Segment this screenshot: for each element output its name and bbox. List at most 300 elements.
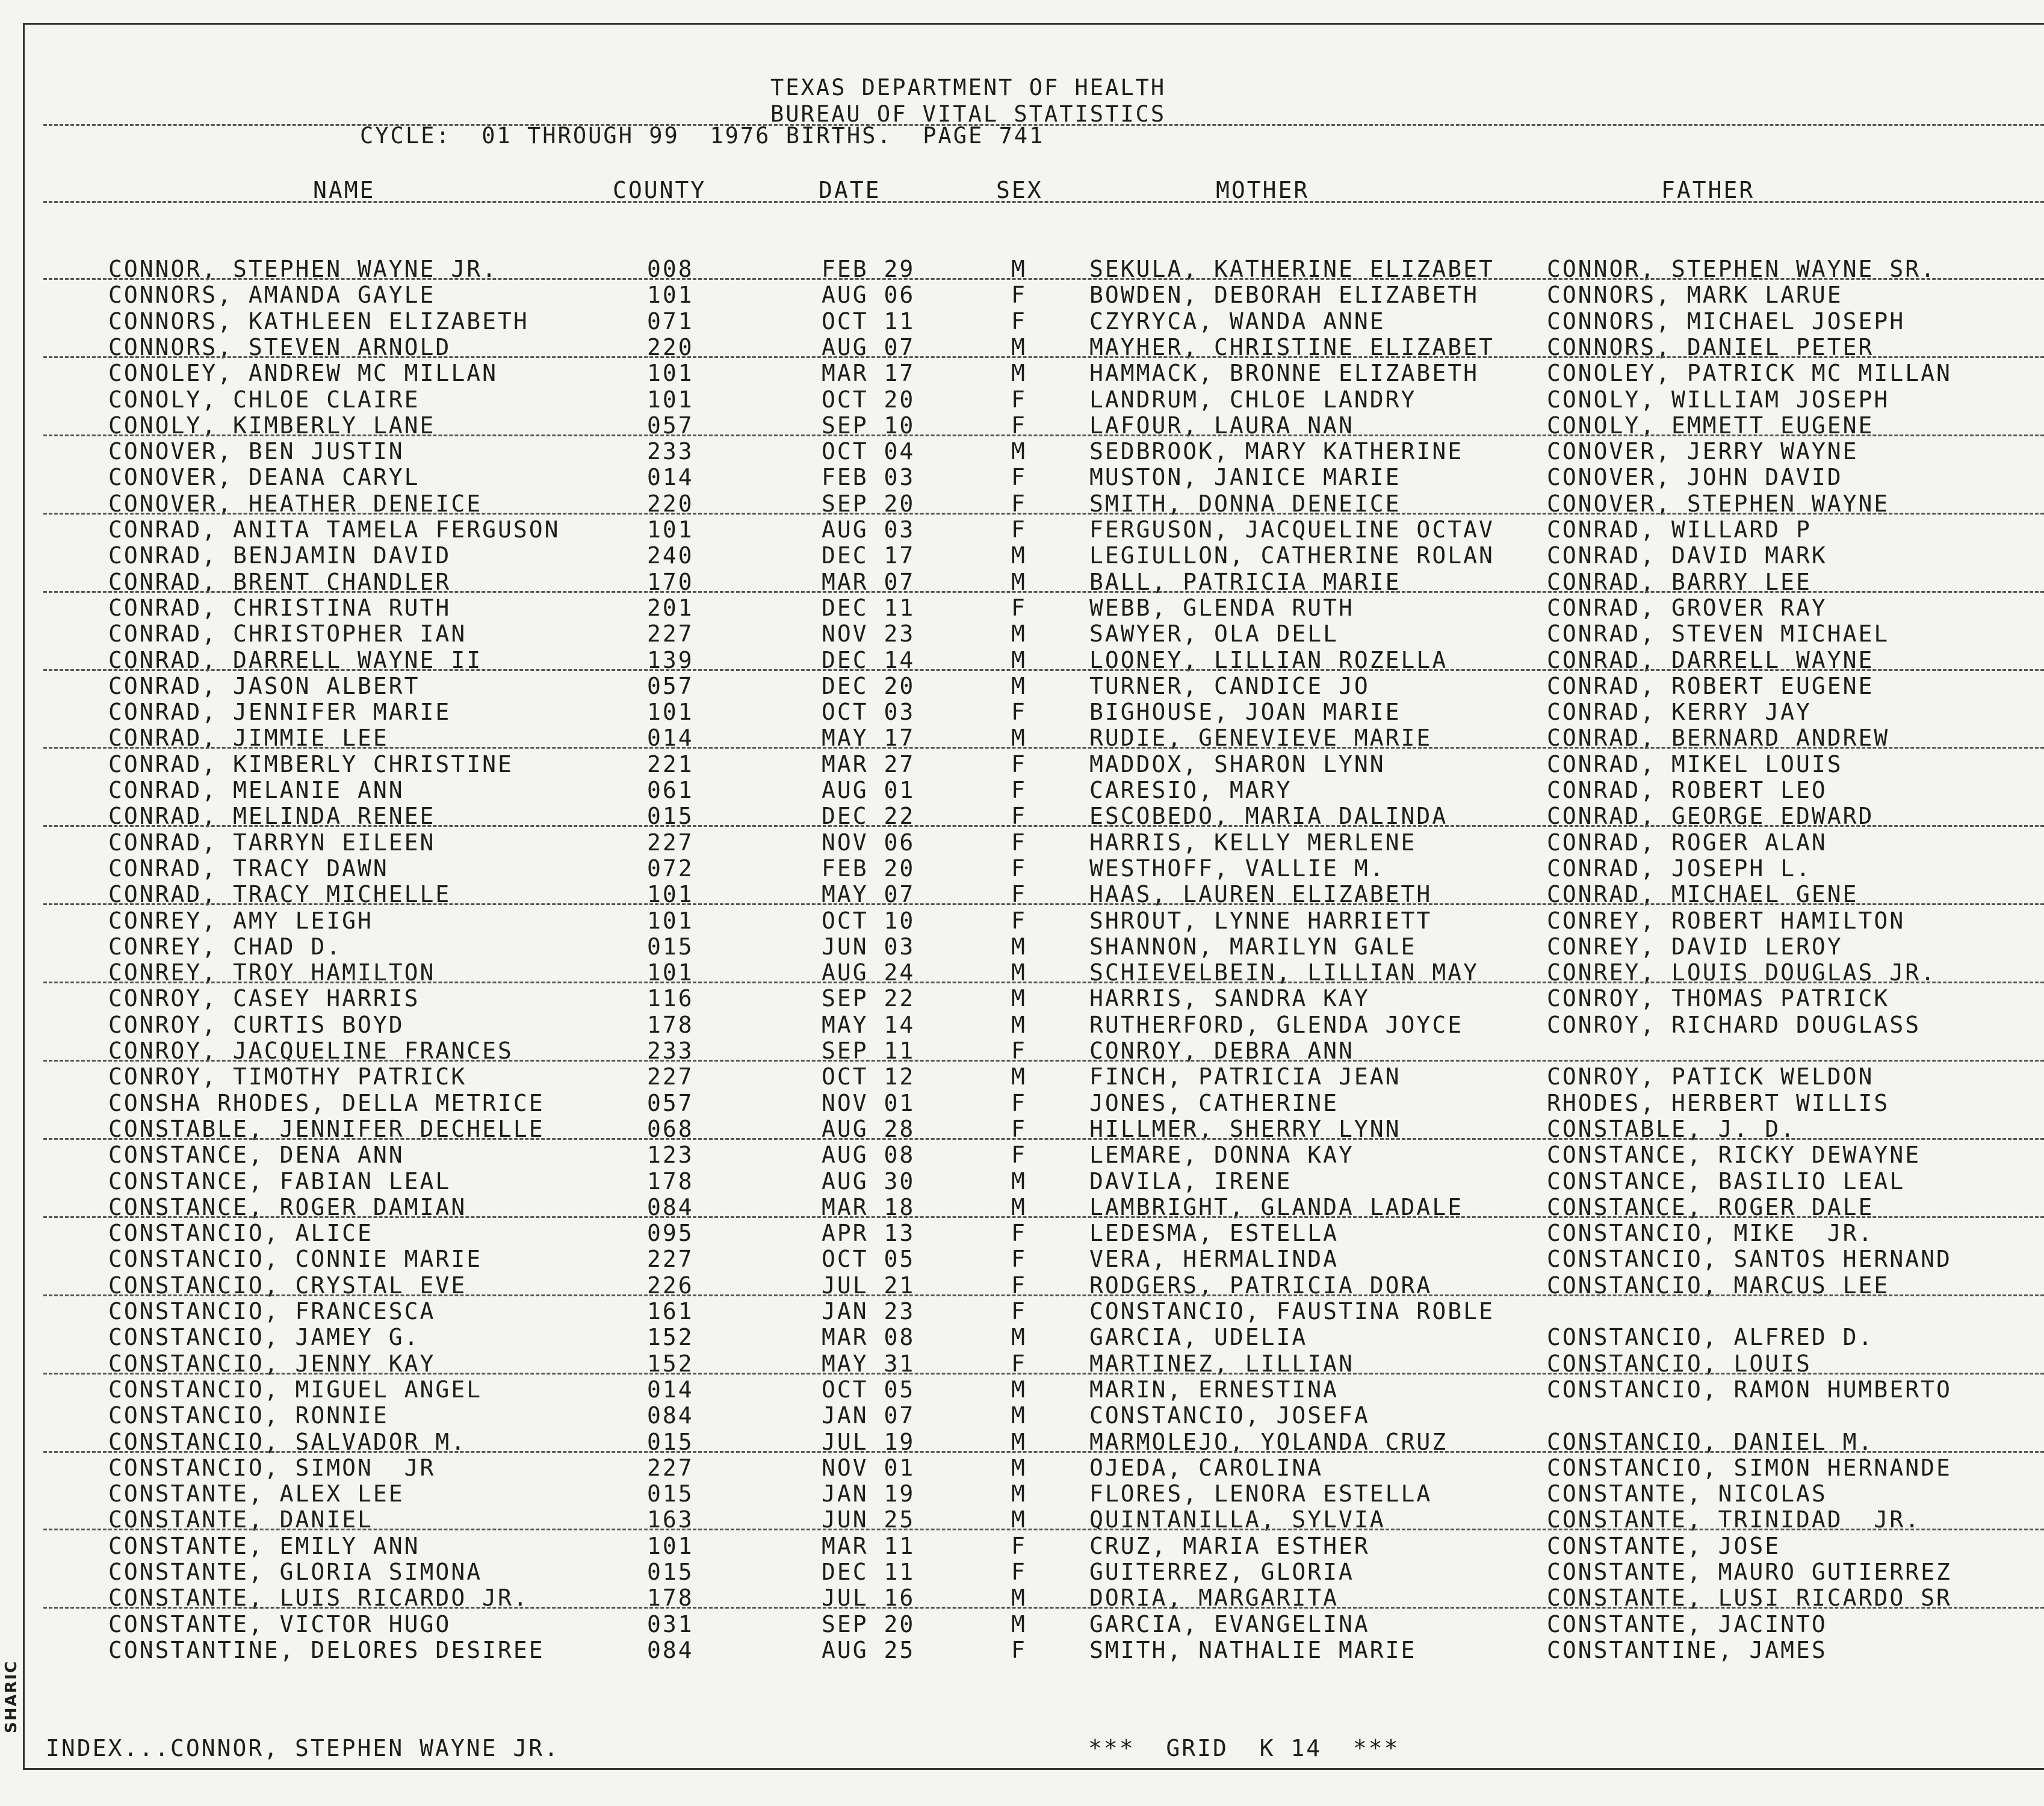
- record-mother: SMITH, DONNA DENEICE: [1089, 490, 1401, 517]
- record-sex: F: [1011, 881, 1027, 908]
- record-row: [0, 439, 2044, 465]
- record-date: FEB 03: [822, 464, 915, 491]
- record-row: [0, 1090, 2044, 1116]
- record-row: [0, 282, 2044, 308]
- record-row: [0, 752, 2044, 778]
- record-mother: MARTINEZ, LILLIAN: [1089, 1350, 1354, 1377]
- record-date: AUG 08: [822, 1142, 915, 1169]
- record-row: [0, 465, 2044, 490]
- record-sex: F: [1011, 490, 1027, 517]
- record-county: 170: [647, 568, 694, 595]
- record-father: CONRAD, STEVEN MICHAEL: [1547, 620, 1890, 648]
- record-father: CONSTANTE, NICOLAS: [1547, 1480, 1827, 1508]
- record-date: JUN 25: [822, 1506, 915, 1533]
- record-name: CONRAD, DARRELL WAYNE II: [108, 646, 483, 673]
- record-date: SEP 10: [822, 412, 915, 439]
- record-row: [0, 699, 2044, 725]
- record-row: [0, 1142, 2044, 1168]
- record-date: OCT 12: [822, 1063, 915, 1090]
- record-county: 095: [647, 1220, 694, 1247]
- record-mother: SAWYER, OLA DELL: [1089, 620, 1339, 648]
- record-row: [0, 1559, 2044, 1585]
- record-county: 152: [647, 1324, 694, 1351]
- record-mother: MADDOX, SHARON LYNN: [1089, 750, 1386, 778]
- record-county: 057: [647, 1089, 694, 1116]
- record-sex: F: [1011, 1142, 1027, 1169]
- record-sex: M: [1011, 1193, 1027, 1220]
- record-date: AUG 28: [822, 1115, 915, 1142]
- record-date: APR 13: [822, 1220, 915, 1247]
- record-name: CONSTANTE, LUIS RICARDO JR.: [108, 1585, 529, 1612]
- record-county: 178: [647, 1167, 694, 1195]
- record-county: 240: [647, 542, 694, 569]
- record-mother: CZYRYCA, WANDA ANNE: [1089, 308, 1386, 335]
- record-mother: SEDBROOK, MARY KATHERINE: [1089, 438, 1464, 465]
- record-county: 123: [647, 1142, 694, 1169]
- record-date: DEC 11: [822, 1559, 915, 1585]
- record-mother: HAMMACK, BRONNE ELIZABETH: [1089, 360, 1479, 387]
- record-county: 220: [647, 333, 694, 360]
- record-date: JAN 19: [822, 1480, 915, 1508]
- record-sex: F: [1011, 1532, 1027, 1559]
- record-sex: M: [1011, 620, 1027, 648]
- record-sex: F: [1011, 829, 1027, 856]
- record-name: CONRAD, ANITA TAMELA FERGUSON: [108, 516, 560, 543]
- record-father: CONROY, THOMAS PATRICK: [1547, 985, 1890, 1012]
- record-name: CONOVER, DEANA CARYL: [108, 464, 420, 491]
- record-name: CONSTANCIO, ALICE: [108, 1220, 373, 1247]
- record-name: CONRAD, BRENT CHANDLER: [108, 568, 451, 595]
- record-sex: F: [1011, 464, 1027, 491]
- record-name: CONSTANCIO, JAMEY G.: [108, 1324, 420, 1351]
- record-sex: M: [1011, 1506, 1027, 1533]
- record-mother: VERA, HERMALINDA: [1089, 1246, 1339, 1273]
- record-county: 084: [647, 1636, 694, 1663]
- record-name: CONRAD, MELANIE ANN: [108, 777, 404, 803]
- record-mother: RUTHERFORD, GLENDA JOYCE: [1089, 1011, 1464, 1038]
- record-father: CONOLY, EMMETT EUGENE: [1547, 412, 1874, 439]
- record-date: MAY 07: [822, 881, 915, 908]
- record-row: [0, 387, 2044, 413]
- record-mother: MARIN, ERNESTINA: [1089, 1376, 1339, 1403]
- record-name: CONSTANCIO, JENNY KAY: [108, 1350, 436, 1377]
- department-title: TEXAS DEPARTMENT OF HEALTH: [770, 75, 1166, 101]
- record-county: 139: [647, 646, 694, 673]
- record-county: 014: [647, 725, 694, 752]
- record-date: DEC 17: [822, 542, 915, 569]
- record-mother: LAFOUR, LAURA NAN: [1089, 412, 1354, 439]
- record-father: CONOLEY, PATRICK MC MILLAN: [1547, 360, 1952, 387]
- record-row: [0, 803, 2044, 829]
- record-county: 101: [647, 959, 694, 986]
- record-row: [0, 543, 2044, 569]
- record-name: CONNORS, AMANDA GAYLE: [108, 282, 436, 309]
- record-sex: M: [1011, 933, 1027, 960]
- column-header-mother: MOTHER: [1216, 177, 1310, 203]
- record-row: [0, 1299, 2044, 1325]
- record-sex: F: [1011, 1298, 1027, 1325]
- column-header-date: DATE: [819, 177, 881, 203]
- record-sex: F: [1011, 750, 1027, 778]
- record-row: [0, 1585, 2044, 1611]
- record-sex: M: [1011, 333, 1027, 360]
- record-county: 178: [647, 1011, 694, 1038]
- record-county: 101: [647, 881, 694, 908]
- record-mother: LEDESMA, ESTELLA: [1089, 1220, 1339, 1247]
- record-name: CONSTANTE, EMILY ANN: [108, 1532, 420, 1559]
- record-father: CONSTANTINE, JAMES: [1547, 1636, 1827, 1663]
- record-row: [0, 1325, 2044, 1350]
- record-name: CONNORS, STEVEN ARNOLD: [108, 333, 451, 360]
- record-name: CONRAD, CHRISTOPHER IAN: [108, 620, 467, 648]
- record-mother: MAYHER, CHRISTINE ELIZABET: [1089, 333, 1494, 360]
- record-county: 221: [647, 750, 694, 778]
- record-mother: DORIA, MARGARITA: [1089, 1585, 1339, 1612]
- record-father: CONRAD, DARRELL WAYNE: [1547, 646, 1874, 673]
- record-sex: M: [1011, 1063, 1027, 1090]
- record-sex: M: [1011, 542, 1027, 569]
- record-sex: F: [1011, 594, 1027, 621]
- record-father: CONSTABLE, J. D.: [1547, 1115, 1797, 1142]
- record-mother: SHANNON, MARILYN GALE: [1089, 933, 1417, 960]
- record-county: 008: [647, 256, 694, 282]
- record-date: SEP 11: [822, 1038, 915, 1064]
- record-county: 161: [647, 1298, 694, 1325]
- record-sex: M: [1011, 1376, 1027, 1403]
- record-father: CONSTANCIO, MIKE JR.: [1547, 1220, 1874, 1247]
- record-sex: F: [1011, 1246, 1027, 1273]
- record-name: CONSTANCE, FABIAN LEAL: [108, 1167, 451, 1195]
- record-sex: M: [1011, 360, 1027, 387]
- record-father: CONREY, DAVID LEROY: [1547, 933, 1843, 960]
- record-county: 227: [647, 1063, 694, 1090]
- record-mother: CONSTANCIO, JOSEFA: [1089, 1402, 1370, 1429]
- record-father: CONRAD, ROBERT EUGENE: [1547, 672, 1874, 699]
- footer-grid: *** GRID K 14 ***: [1088, 1735, 1400, 1761]
- record-mother: SEKULA, KATHERINE ELIZABET: [1089, 256, 1494, 282]
- record-sex: F: [1011, 777, 1027, 803]
- record-county: 233: [647, 1038, 694, 1064]
- record-date: AUG 06: [822, 282, 915, 309]
- record-date: OCT 04: [822, 438, 915, 465]
- record-sex: F: [1011, 1038, 1027, 1064]
- column-header-father: FATHER: [1661, 177, 1755, 203]
- record-name: CONOLEY, ANDREW MC MILLAN: [108, 360, 498, 387]
- record-date: DEC 14: [822, 646, 915, 673]
- record-date: NOV 01: [822, 1089, 915, 1116]
- record-date: MAR 11: [822, 1532, 915, 1559]
- record-county: 227: [647, 620, 694, 648]
- record-name: CONRAD, JENNIFER MARIE: [108, 699, 451, 726]
- record-name: CONSTANTINE, DELORES DESIREE: [108, 1636, 545, 1663]
- record-sex: F: [1011, 386, 1027, 413]
- record-date: AUG 03: [822, 516, 915, 543]
- record-name: CONRAD, JASON ALBERT: [108, 672, 420, 699]
- record-father: CONSTANCE, RICKY DEWAYNE: [1547, 1142, 1921, 1169]
- record-father: CONRAD, MIKEL LOUIS: [1547, 750, 1843, 778]
- record-father: CONRAD, BARRY LEE: [1547, 568, 1812, 595]
- record-name: CONSTANCE, DENA ANN: [108, 1142, 404, 1169]
- record-mother: LAMBRIGHT, GLANDA LADALE: [1089, 1193, 1464, 1220]
- side-label: SHARIC: [2, 1660, 20, 1733]
- record-sex: M: [1011, 1585, 1027, 1612]
- record-sex: F: [1011, 1220, 1027, 1247]
- record-county: 226: [647, 1272, 694, 1299]
- record-mother: GUITERREZ, GLORIA: [1089, 1559, 1354, 1585]
- record-row: [0, 1012, 2044, 1038]
- record-date: OCT 20: [822, 386, 915, 413]
- record-row: [0, 517, 2044, 543]
- cycle-line: CYCLE: 01 THROUGH 99 1976 BIRTHS. PAGE 741: [360, 123, 1045, 149]
- record-sex: F: [1011, 1636, 1027, 1663]
- record-date: OCT 10: [822, 907, 915, 934]
- record-name: CONSTANCE, ROGER DAMIAN: [108, 1193, 467, 1220]
- record-name: CONSTANCIO, CRYSTAL EVE: [108, 1272, 467, 1299]
- record-mother: TURNER, CANDICE JO: [1089, 672, 1370, 699]
- record-father: CONSTANCIO, DANIEL M.: [1547, 1428, 1874, 1455]
- record-date: SEP 20: [822, 1610, 915, 1637]
- record-father: CONNORS, MICHAEL JOSEPH: [1547, 308, 1906, 335]
- record-county: 201: [647, 594, 694, 621]
- record-county: 031: [647, 1610, 694, 1637]
- record-sex: M: [1011, 725, 1027, 752]
- record-county: 101: [647, 516, 694, 543]
- record-county: 014: [647, 464, 694, 491]
- record-row: [0, 1220, 2044, 1246]
- record-row: [0, 778, 2044, 803]
- record-mother: SHROUT, LYNNE HARRIETT: [1089, 907, 1432, 934]
- record-county: 101: [647, 282, 694, 309]
- record-sex: F: [1011, 1089, 1027, 1116]
- record-county: 101: [647, 386, 694, 413]
- record-mother: MARMOLEJO, YOLANDA CRUZ: [1089, 1428, 1448, 1455]
- record-father: CONRAD, GROVER RAY: [1547, 594, 1827, 621]
- record-county: 015: [647, 933, 694, 960]
- record-county: 057: [647, 412, 694, 439]
- record-county: 101: [647, 360, 694, 387]
- record-date: NOV 06: [822, 829, 915, 856]
- record-sex: F: [1011, 699, 1027, 726]
- record-father: CONRAD, JOSEPH L.: [1547, 855, 1812, 882]
- record-mother: LANDRUM, CHLOE LANDRY: [1089, 386, 1417, 413]
- record-father: CONOVER, JERRY WAYNE: [1547, 438, 1859, 465]
- record-name: CONREY, AMY LEIGH: [108, 907, 373, 934]
- record-date: MAR 08: [822, 1324, 915, 1351]
- record-date: FEB 20: [822, 855, 915, 882]
- record-county: 227: [647, 1246, 694, 1273]
- record-county: 101: [647, 907, 694, 934]
- record-date: SEP 22: [822, 985, 915, 1012]
- column-header-name: NAME: [313, 177, 376, 203]
- record-name: CONRAD, JIMMIE LEE: [108, 725, 389, 752]
- record-date: OCT 03: [822, 699, 915, 726]
- record-mother: WEBB, GLENDA RUTH: [1089, 594, 1354, 621]
- record-row: [0, 882, 2044, 908]
- record-name: CONROY, TIMOTHY PATRICK: [108, 1063, 467, 1090]
- record-sex: M: [1011, 646, 1027, 673]
- record-father: CONOVER, STEPHEN WAYNE: [1547, 490, 1890, 517]
- record-date: NOV 01: [822, 1454, 915, 1481]
- record-sex: F: [1011, 282, 1027, 309]
- record-sex: F: [1011, 855, 1027, 882]
- record-name: CONREY, TROY HAMILTON: [108, 959, 436, 986]
- record-county: 101: [647, 1532, 694, 1559]
- record-row: [0, 1377, 2044, 1403]
- record-sex: M: [1011, 1454, 1027, 1481]
- record-county: 152: [647, 1350, 694, 1377]
- record-sex: F: [1011, 308, 1027, 335]
- record-row: [0, 856, 2044, 882]
- record-name: CONSTANCIO, CONNIE MARIE: [108, 1246, 483, 1273]
- record-name: CONSTANCIO, FRANCESCA: [108, 1298, 436, 1325]
- record-row: [0, 1169, 2044, 1195]
- record-father: CONSTANTE, JOSE: [1547, 1532, 1781, 1559]
- record-father: CONNORS, DANIEL PETER: [1547, 333, 1874, 360]
- record-date: JUL 21: [822, 1272, 915, 1299]
- record-sex: F: [1011, 412, 1027, 439]
- record-mother: FINCH, PATRICIA JEAN: [1089, 1063, 1401, 1090]
- record-mother: SCHIEVELBEIN, LILLIAN MAY: [1089, 959, 1479, 986]
- record-sex: F: [1011, 1559, 1027, 1585]
- record-father: CONRAD, ROGER ALAN: [1547, 829, 1827, 856]
- record-county: 101: [647, 699, 694, 726]
- record-name: CONOVER, BEN JUSTIN: [108, 438, 404, 465]
- footer-index: INDEX...CONNOR, STEPHEN WAYNE JR.: [46, 1735, 560, 1761]
- record-row: [0, 413, 2044, 439]
- record-mother: GARCIA, UDELIA: [1089, 1324, 1308, 1351]
- record-county: 178: [647, 1585, 694, 1612]
- record-county: 015: [647, 1559, 694, 1585]
- record-row: [0, 491, 2044, 517]
- record-name: CONROY, CASEY HARRIS: [108, 985, 420, 1012]
- record-row: [0, 1507, 2044, 1533]
- record-father: CONREY, ROBERT HAMILTON: [1547, 907, 1906, 934]
- record-row: [0, 830, 2044, 856]
- record-sex: F: [1011, 516, 1027, 543]
- record-sex: M: [1011, 672, 1027, 699]
- record-date: OCT 05: [822, 1246, 915, 1273]
- record-sex: M: [1011, 959, 1027, 986]
- record-row: [0, 309, 2044, 335]
- record-row: [0, 1351, 2044, 1377]
- record-row: [0, 934, 2044, 960]
- record-sex: M: [1011, 256, 1027, 282]
- record-county: 084: [647, 1193, 694, 1220]
- record-county: 084: [647, 1402, 694, 1429]
- record-county: 015: [647, 1480, 694, 1508]
- record-father: CONRAD, KERRY JAY: [1547, 699, 1812, 726]
- record-row: [0, 1533, 2044, 1559]
- record-father: CONSTANCIO, SANTOS HERNAND: [1547, 1246, 1952, 1273]
- column-header-county: COUNTY: [613, 177, 707, 203]
- record-father: CONNORS, MARK LARUE: [1547, 282, 1843, 309]
- record-mother: SMITH, NATHALIE MARIE: [1089, 1636, 1417, 1663]
- record-date: AUG 25: [822, 1636, 915, 1663]
- record-row: [0, 1455, 2044, 1481]
- record-mother: FERGUSON, JACQUELINE OCTAV: [1089, 516, 1494, 543]
- record-row: [0, 908, 2044, 934]
- record-mother: LOONEY, LILLIAN ROZELLA: [1089, 646, 1448, 673]
- record-row: [0, 1246, 2044, 1272]
- record-row: [0, 1481, 2044, 1507]
- record-mother: HARRIS, SANDRA KAY: [1089, 985, 1370, 1012]
- record-sex: M: [1011, 1610, 1027, 1637]
- record-county: 233: [647, 438, 694, 465]
- column-header-sex: SEX: [996, 177, 1043, 203]
- record-name: CONRAD, BENJAMIN DAVID: [108, 542, 451, 569]
- record-county: 061: [647, 777, 694, 803]
- record-father: CONSTANTE, MAURO GUTIERREZ: [1547, 1559, 1952, 1585]
- record-sex: M: [1011, 1480, 1027, 1508]
- record-father: CONSTANTE, TRINIDAD JR.: [1547, 1506, 1921, 1533]
- record-name: CONSTANTE, ALEX LEE: [108, 1480, 404, 1508]
- record-father: CONSTANCE, ROGER DALE: [1547, 1193, 1874, 1220]
- record-county: 071: [647, 308, 694, 335]
- record-row: [0, 1612, 2044, 1637]
- record-row: [0, 256, 2044, 282]
- record-name: CONRAD, TARRYN EILEEN: [108, 829, 436, 856]
- record-name: CONRAD, CHRISTINA RUTH: [108, 594, 451, 621]
- record-date: MAR 17: [822, 360, 915, 387]
- record-name: CONOLY, KIMBERLY LANE: [108, 412, 436, 439]
- record-county: 015: [647, 1428, 694, 1455]
- record-date: MAR 27: [822, 750, 915, 778]
- record-name: CONSTANCIO, SALVADOR M.: [108, 1428, 467, 1455]
- record-mother: LEMARE, DONNA KAY: [1089, 1142, 1354, 1169]
- record-county: 072: [647, 855, 694, 882]
- record-date: JUN 03: [822, 933, 915, 960]
- record-row: [0, 1064, 2044, 1090]
- record-date: JUL 16: [822, 1585, 915, 1612]
- record-mother: CARESIO, MARY: [1089, 777, 1292, 803]
- record-father: CONSTANTE, JACINTO: [1547, 1610, 1827, 1637]
- record-mother: JONES, CATHERINE: [1089, 1089, 1339, 1116]
- record-mother: QUINTANILLA, SYLVIA: [1089, 1506, 1386, 1533]
- record-row: [0, 1038, 2044, 1064]
- record-date: MAR 07: [822, 568, 915, 595]
- record-county: 227: [647, 829, 694, 856]
- record-mother: CONSTANCIO, FAUSTINA ROBLE: [1089, 1298, 1494, 1325]
- record-county: 163: [647, 1506, 694, 1533]
- record-name: CONRAD, TRACY DAWN: [108, 855, 389, 882]
- record-mother: RODGERS, PATRICIA DORA: [1089, 1272, 1432, 1299]
- record-date: AUG 24: [822, 959, 915, 986]
- record-row: [0, 1403, 2044, 1429]
- record-date: DEC 11: [822, 594, 915, 621]
- record-date: AUG 01: [822, 777, 915, 803]
- record-row: [0, 595, 2044, 621]
- record-row: [0, 360, 2044, 386]
- record-county: 014: [647, 1376, 694, 1403]
- record-mother: WESTHOFF, VALLIE M.: [1089, 855, 1386, 882]
- record-name: CONRAD, MELINDA RENEE: [108, 803, 436, 830]
- record-father: CONOLY, WILLIAM JOSEPH: [1547, 386, 1890, 413]
- record-name: CONRAD, KIMBERLY CHRISTINE: [108, 750, 513, 778]
- record-father: CONSTANCIO, MARCUS LEE: [1547, 1272, 1890, 1299]
- record-date: JAN 07: [822, 1402, 915, 1429]
- record-sex: M: [1011, 438, 1027, 465]
- record-mother: BOWDEN, DEBORAH ELIZABETH: [1089, 282, 1479, 309]
- record-row: [0, 986, 2044, 1012]
- record-county: 015: [647, 803, 694, 830]
- record-row: [0, 1637, 2044, 1663]
- record-mother: FLORES, LENORA ESTELLA: [1089, 1480, 1432, 1508]
- record-sex: F: [1011, 907, 1027, 934]
- record-father: CONOVER, JOHN DAVID: [1547, 464, 1843, 491]
- record-name: CONSTANTE, VICTOR HUGO: [108, 1610, 451, 1637]
- record-date: OCT 05: [822, 1376, 915, 1403]
- record-father: CONSTANTE, LUSI RICARDO SR: [1547, 1585, 1952, 1612]
